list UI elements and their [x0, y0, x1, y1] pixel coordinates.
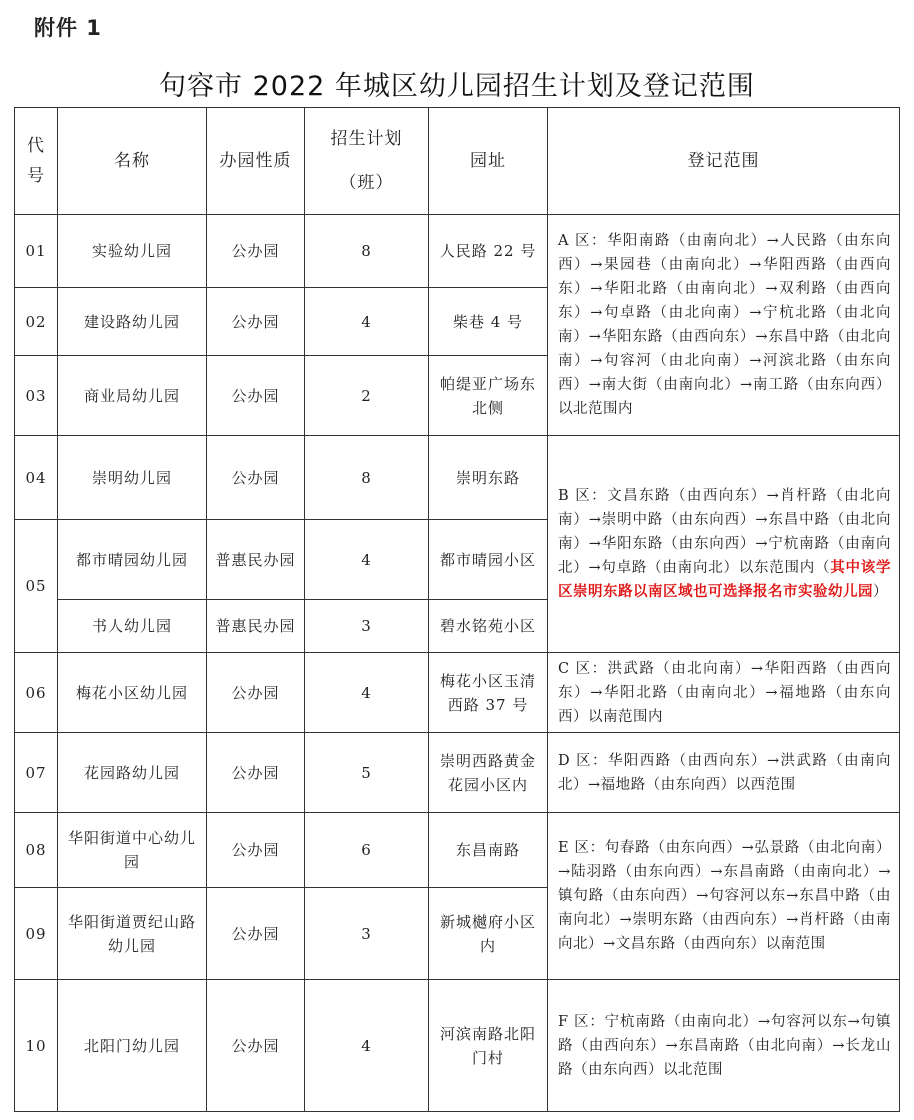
row-address: 都市晴园小区: [429, 520, 548, 600]
range-c: C 区：洪武路（由北向南）→华阳西路（由西向东）→华阳北路（由南向北）→福地路（由东向西）以南范围内: [548, 653, 900, 733]
row-address: 东昌南路: [429, 813, 548, 888]
row-type: 公办园: [207, 888, 305, 980]
header-plan-line2: （班）: [339, 173, 394, 193]
range-b-highlight: 其中该学区崇明东路以南区域也可选择报名市实验幼儿园: [558, 559, 891, 600]
row-plan: 3: [305, 888, 429, 980]
row-type: 公办园: [207, 215, 305, 288]
row-plan: 6: [305, 813, 429, 888]
row-code: 06: [15, 653, 58, 733]
row-name: 北阳门幼儿园: [58, 980, 207, 1112]
range-b: [548, 436, 900, 653]
enrollment-table: [14, 107, 900, 1112]
row-code: 10: [15, 980, 58, 1112]
row-type: 普惠民办园: [207, 600, 305, 653]
range-f: F 区：宁杭南路（由南向北）→句容河以东→句镇路（由西向东）→东昌南路（由北向南）→长龙山路（由东向西）以北范围: [548, 980, 900, 1112]
row-plan: 5: [305, 733, 429, 813]
row-name: 花园路幼儿园: [58, 733, 207, 813]
row-name: 崇明幼儿园: [58, 436, 207, 520]
header-name: 名称: [58, 108, 207, 215]
row-plan: 4: [305, 288, 429, 356]
row-plan: 8: [305, 436, 429, 520]
row-type: 公办园: [207, 653, 305, 733]
range-b-text: B 区：文昌东路（由西向东）→肖杆路（由北向南）→崇明中路（由东向西）→东昌中路（由北向南）→华阳东路（由东向西）→宁杭南路（由南向北）→句卓路（由南向北）以东范围内（: [558, 488, 891, 576]
row-name: 梅花小区幼儿园: [58, 653, 207, 733]
page-title: 句容市 2022 年城区幼儿园招生计划及登记范围: [159, 71, 755, 102]
header-address: 园址: [429, 108, 548, 215]
row-name: 实验幼儿园: [58, 215, 207, 288]
row-type: 公办园: [207, 356, 305, 436]
range-d: D 区：华阳西路（由西向东）→洪武路（由南向北）→福地路（由东向西）以西范围: [548, 733, 900, 813]
row-plan: 3: [305, 600, 429, 653]
row-name: 建设路幼儿园: [58, 288, 207, 356]
row-type: 普惠民办园: [207, 520, 305, 600]
table-row: [15, 980, 900, 1112]
row-type: 公办园: [207, 436, 305, 520]
row-plan: 4: [305, 520, 429, 600]
header-code-text: 代号: [27, 136, 45, 186]
row-code: 09: [15, 888, 58, 980]
table-row: [15, 215, 900, 288]
row-address: 碧水铭苑小区: [429, 600, 548, 653]
row-address: 新城樾府小区内: [429, 888, 548, 980]
header-plan: [305, 108, 429, 215]
row-address: 崇明西路黄金花园小区内: [429, 733, 548, 813]
table-row: [15, 813, 900, 888]
row-plan: 2: [305, 356, 429, 436]
range-e: E 区：句春路（由东向西）→弘景路（由北向南）→陆羽路（由东向西）→东昌南路（由南向北）→镇句路（由东向西）→句容河以东→东昌中路（由南向北）→崇明东路（由西向东）→肖杆路（由南向北）→文昌东路（由西向东）以南范围: [548, 813, 900, 980]
row-address: 崇明东路: [429, 436, 548, 520]
table-row: [15, 436, 900, 520]
table-row: [15, 653, 900, 733]
header-range: 登记范围: [548, 108, 900, 215]
header-code: [15, 108, 58, 215]
row-type: 公办园: [207, 980, 305, 1112]
row-code: 04: [15, 436, 58, 520]
row-address: 梅花小区玉清西路 37 号: [429, 653, 548, 733]
row-address: 人民路 22 号: [429, 215, 548, 288]
table-row: [15, 733, 900, 813]
row-name: 华阳街道贾纪山路幼儿园: [58, 888, 207, 980]
row-address: 河滨南路北阳门村: [429, 980, 548, 1112]
row-address: 柴巷 4 号: [429, 288, 548, 356]
row-plan: 8: [305, 215, 429, 288]
row-plan: 4: [305, 980, 429, 1112]
row-code: 07: [15, 733, 58, 813]
row-code: 05: [15, 520, 58, 653]
row-address: 帕缇亚广场东北侧: [429, 356, 548, 436]
range-b-end: ）: [873, 584, 888, 600]
row-type: 公办园: [207, 813, 305, 888]
row-name: 书人幼儿园: [58, 600, 207, 653]
attachment-label: 附件 1: [34, 16, 102, 40]
row-plan: 4: [305, 653, 429, 733]
header-plan-line1: 招生计划: [330, 129, 403, 149]
row-code: 03: [15, 356, 58, 436]
header-type: 办园性质: [207, 108, 305, 215]
row-name: 都市晴园幼儿园: [58, 520, 207, 600]
row-name: 华阳街道中心幼儿园: [58, 813, 207, 888]
row-type: 公办园: [207, 288, 305, 356]
row-type: 公办园: [207, 733, 305, 813]
row-name: 商业局幼儿园: [58, 356, 207, 436]
table-header-row: [15, 108, 900, 215]
range-a: A 区：华阳南路（由南向北）→人民路（由东向西）→果园巷（由南向北）→华阳西路（由西向东）→华阳北路（由南向北）→双利路（由西向东）→句卓路（由北向南）→宁杭北路（由北向南）→华阳东路（由西向东）→东昌中路（由北向南）→句容河（由北向南）→河滨北路（由东向西）→南大街（由南向北）→南工路（由东向西）以北范围内: [548, 215, 900, 436]
row-code: 08: [15, 813, 58, 888]
row-code: 02: [15, 288, 58, 356]
row-code: 01: [15, 215, 58, 288]
